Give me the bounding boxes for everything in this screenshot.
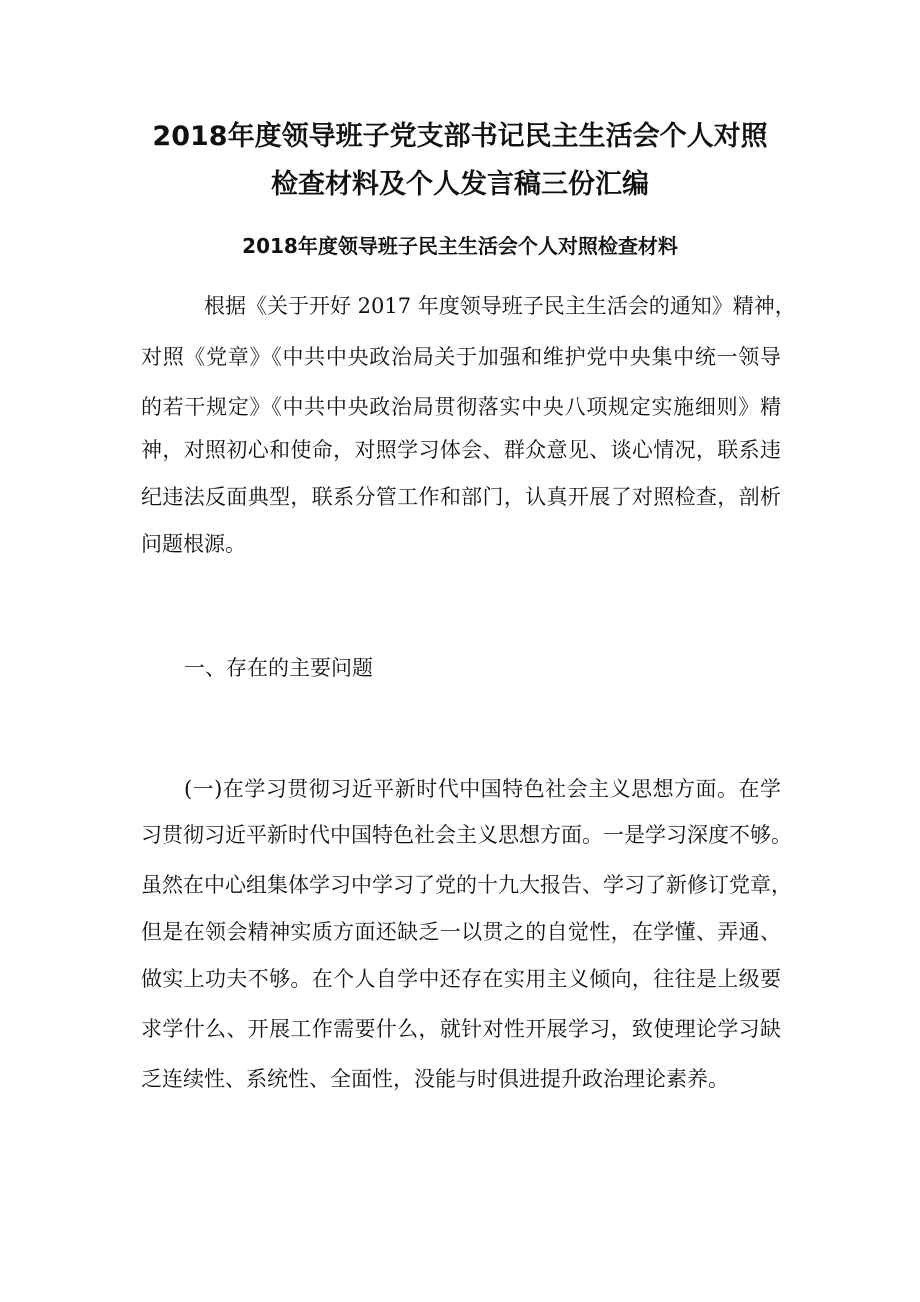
intro-line-3: 的若干规定》《中共中央政治局贯彻落实中央八项规定实施细则》精 xyxy=(141,395,781,419)
section-para-line-3: 虽然在中心组集体学习中学习了党的十九大报告、学习了新修订党章， xyxy=(141,873,792,897)
document-subtitle: 2018年度领导班子民主生活会个人对照检查材料 xyxy=(242,234,678,258)
section-heading: 一、存在的主要问题 xyxy=(184,656,373,680)
section-para-line-4: 但是在领会精神实质方面还缺乏一以贯之的自觉性，在学懂、弄通、 xyxy=(141,920,781,944)
intro-line-5: 纪违法反面典型，联系分管工作和部门，认真开展了对照检查，剖析 xyxy=(141,485,781,509)
section-para-line-5: 做实上功夫不够。在个人自学中还存在实用主义倾向，往往是上级要 xyxy=(141,967,781,991)
section-para-line-7: 乏连续性、系统性、全面性，没能与时俱进提升政治理论素养。 xyxy=(141,1067,729,1091)
intro-line-2: 对照《党章》《中共中央政治局关于加强和维护党中央集中统一领导 xyxy=(141,345,781,369)
section-para-line-2: 习贯彻习近平新时代中国特色社会主义思想方面。一是学习深度不够。 xyxy=(141,823,792,847)
section-para-line-6: 求学什么、开展工作需要什么，就针对性开展学习，致使理论学习缺 xyxy=(141,1017,781,1041)
intro-line-6: 问题根源。 xyxy=(141,532,246,556)
intro-line-4: 神，对照初心和使命，对照学习体会、群众意见、谈心情况，联系违 xyxy=(141,438,781,462)
document-title-line-1: 2018年度领导班子党支部书记民主生活会个人对照 xyxy=(152,121,768,152)
section-para-line-1: (一)在学习贯彻习近平新时代中国特色社会主义思想方面。在学 xyxy=(184,777,781,801)
document-title-line-2: 检查材料及个人发言稿三份汇编 xyxy=(271,169,649,200)
intro-line-1: 根据《关于开好 2017 年度领导班子民主生活会的通知》精神， xyxy=(204,294,796,318)
